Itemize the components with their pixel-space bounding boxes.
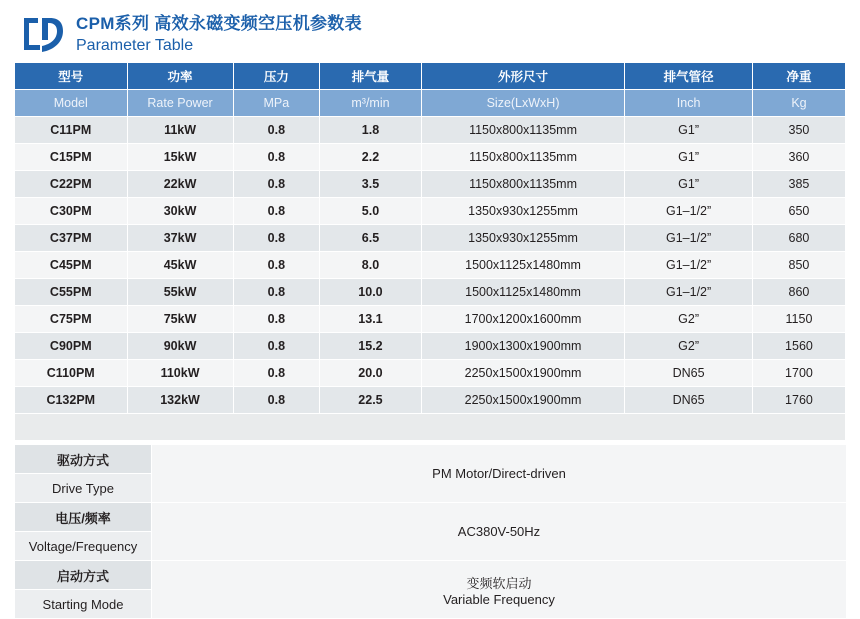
cell-flow: 10.0 <box>320 279 422 306</box>
col-header-outlet-cn: 排气管径 <box>625 63 753 90</box>
cell-model: C132PM <box>15 387 128 414</box>
col-header-flow-en: m³/min <box>320 90 422 117</box>
cell-model: C30PM <box>15 198 128 225</box>
header-row-cn <box>15 63 846 90</box>
cell-pressure: 0.8 <box>233 306 320 333</box>
label-voltage-frequency-cn: 电压/频率 <box>15 503 152 532</box>
cell-outlet: G1” <box>625 117 753 144</box>
table-row <box>15 171 846 198</box>
cl-logo-icon <box>18 14 66 56</box>
cell-size: 1500x1125x1480mm <box>421 252 624 279</box>
cell-outlet: G1–1/2” <box>625 198 753 225</box>
cell-power: 22kW <box>127 171 233 198</box>
cell-weight: 360 <box>752 144 845 171</box>
cell-size: 1350x930x1255mm <box>421 198 624 225</box>
label-drive-type-cn: 驱动方式 <box>15 445 152 474</box>
cell-size: 1150x800x1135mm <box>421 144 624 171</box>
cell-weight: 680 <box>752 225 845 252</box>
cell-model: C55PM <box>15 279 128 306</box>
col-header-size-en: Size(LxWxH) <box>421 90 624 117</box>
col-header-weight-en: Kg <box>752 90 845 117</box>
cell-size: 2250x1500x1900mm <box>421 387 624 414</box>
col-header-model-cn: 型号 <box>15 63 128 90</box>
bottom-row-drive-cn <box>15 445 847 474</box>
cell-weight: 850 <box>752 252 845 279</box>
bottom-row-starting-cn <box>15 561 847 590</box>
col-header-power-en: Rate Power <box>127 90 233 117</box>
spec-table-wrap <box>0 62 860 619</box>
value-drive-type: PM Motor/Direct-driven <box>152 445 847 503</box>
label-drive-type-en: Drive Type <box>15 474 152 503</box>
table-row <box>15 225 846 252</box>
cell-outlet: G1–1/2” <box>625 225 753 252</box>
page-title-en: Parameter Table <box>76 37 194 54</box>
cell-flow: 1.8 <box>320 117 422 144</box>
cell-power: 90kW <box>127 333 233 360</box>
cell-flow: 5.0 <box>320 198 422 225</box>
cell-weight: 650 <box>752 198 845 225</box>
cell-weight: 1760 <box>752 387 845 414</box>
cell-pressure: 0.8 <box>233 360 320 387</box>
table-row <box>15 117 846 144</box>
header-row-en <box>15 90 846 117</box>
table-row <box>15 387 846 414</box>
cell-pressure: 0.8 <box>233 171 320 198</box>
table-row <box>15 279 846 306</box>
cell-model: C11PM <box>15 117 128 144</box>
cell-weight: 1560 <box>752 333 845 360</box>
title-block <box>76 12 362 56</box>
label-starting-mode-en: Starting Mode <box>15 590 152 619</box>
cell-size: 1150x800x1135mm <box>421 117 624 144</box>
table-row <box>15 198 846 225</box>
cell-flow: 22.5 <box>320 387 422 414</box>
cell-outlet: G1–1/2” <box>625 252 753 279</box>
value-starting-mode-en: Variable Frequency <box>443 591 555 607</box>
label-starting-mode-cn: 启动方式 <box>15 561 152 590</box>
table-row <box>15 144 846 171</box>
cell-model: C45PM <box>15 252 128 279</box>
cell-power: 37kW <box>127 225 233 252</box>
cell-power: 110kW <box>127 360 233 387</box>
col-header-power-cn: 功率 <box>127 63 233 90</box>
cell-size: 1350x930x1255mm <box>421 225 624 252</box>
cell-power: 75kW <box>127 306 233 333</box>
cell-outlet: G1” <box>625 144 753 171</box>
cell-weight: 1150 <box>752 306 845 333</box>
cell-outlet: G1” <box>625 171 753 198</box>
cell-power: 11kW <box>127 117 233 144</box>
col-header-outlet-en: Inch <box>625 90 753 117</box>
cell-pressure: 0.8 <box>233 198 320 225</box>
cell-outlet: G2” <box>625 306 753 333</box>
spec-table <box>14 62 846 441</box>
cell-model: C75PM <box>15 306 128 333</box>
cell-size: 1900x1300x1900mm <box>421 333 624 360</box>
cell-weight: 1700 <box>752 360 845 387</box>
cell-outlet: DN65 <box>625 360 753 387</box>
page-header <box>0 0 860 62</box>
cell-power: 132kW <box>127 387 233 414</box>
cell-outlet: G1–1/2” <box>625 279 753 306</box>
cell-flow: 20.0 <box>320 360 422 387</box>
cell-size: 1700x1200x1600mm <box>421 306 624 333</box>
cell-pressure: 0.8 <box>233 279 320 306</box>
cell-power: 30kW <box>127 198 233 225</box>
cell-flow: 8.0 <box>320 252 422 279</box>
cell-pressure: 0.8 <box>233 252 320 279</box>
col-header-pressure-en: MPa <box>233 90 320 117</box>
cell-model: C15PM <box>15 144 128 171</box>
col-header-size-cn: 外形尺寸 <box>421 63 624 90</box>
cell-flow: 13.1 <box>320 306 422 333</box>
cell-power: 15kW <box>127 144 233 171</box>
cell-model: C110PM <box>15 360 128 387</box>
spacer-cell <box>15 414 846 441</box>
col-header-flow-cn: 排气量 <box>320 63 422 90</box>
cell-power: 45kW <box>127 252 233 279</box>
cell-model: C22PM <box>15 171 128 198</box>
table-row <box>15 333 846 360</box>
table-row <box>15 306 846 333</box>
cell-flow: 15.2 <box>320 333 422 360</box>
cell-weight: 385 <box>752 171 845 198</box>
page-title-cn: CPM系列 高效永磁变频空压机参数表 <box>76 14 362 33</box>
cell-pressure: 0.8 <box>233 117 320 144</box>
cell-outlet: G2” <box>625 333 753 360</box>
cell-pressure: 0.8 <box>233 387 320 414</box>
cell-flow: 6.5 <box>320 225 422 252</box>
cell-pressure: 0.8 <box>233 333 320 360</box>
cell-pressure: 0.8 <box>233 225 320 252</box>
cell-weight: 860 <box>752 279 845 306</box>
bottom-table <box>14 444 847 619</box>
value-voltage-frequency: AC380V-50Hz <box>152 503 847 561</box>
col-header-model-en: Model <box>15 90 128 117</box>
cell-flow: 3.5 <box>320 171 422 198</box>
table-row <box>15 252 846 279</box>
cell-model: C37PM <box>15 225 128 252</box>
cell-weight: 350 <box>752 117 845 144</box>
cell-model: C90PM <box>15 333 128 360</box>
cell-flow: 2.2 <box>320 144 422 171</box>
table-row <box>15 360 846 387</box>
cell-pressure: 0.8 <box>233 144 320 171</box>
label-voltage-frequency-en: Voltage/Frequency <box>15 532 152 561</box>
cell-outlet: DN65 <box>625 387 753 414</box>
value-starting-mode <box>152 561 847 619</box>
cell-size: 1500x1125x1480mm <box>421 279 624 306</box>
col-header-pressure-cn: 压力 <box>233 63 320 90</box>
value-starting-mode-cn: 变频软启动 <box>466 575 532 591</box>
table-spacer-row <box>15 414 846 441</box>
cell-size: 1150x800x1135mm <box>421 171 624 198</box>
cell-power: 55kW <box>127 279 233 306</box>
bottom-row-voltage-cn <box>15 503 847 532</box>
col-header-weight-cn: 净重 <box>752 63 845 90</box>
cell-size: 2250x1500x1900mm <box>421 360 624 387</box>
